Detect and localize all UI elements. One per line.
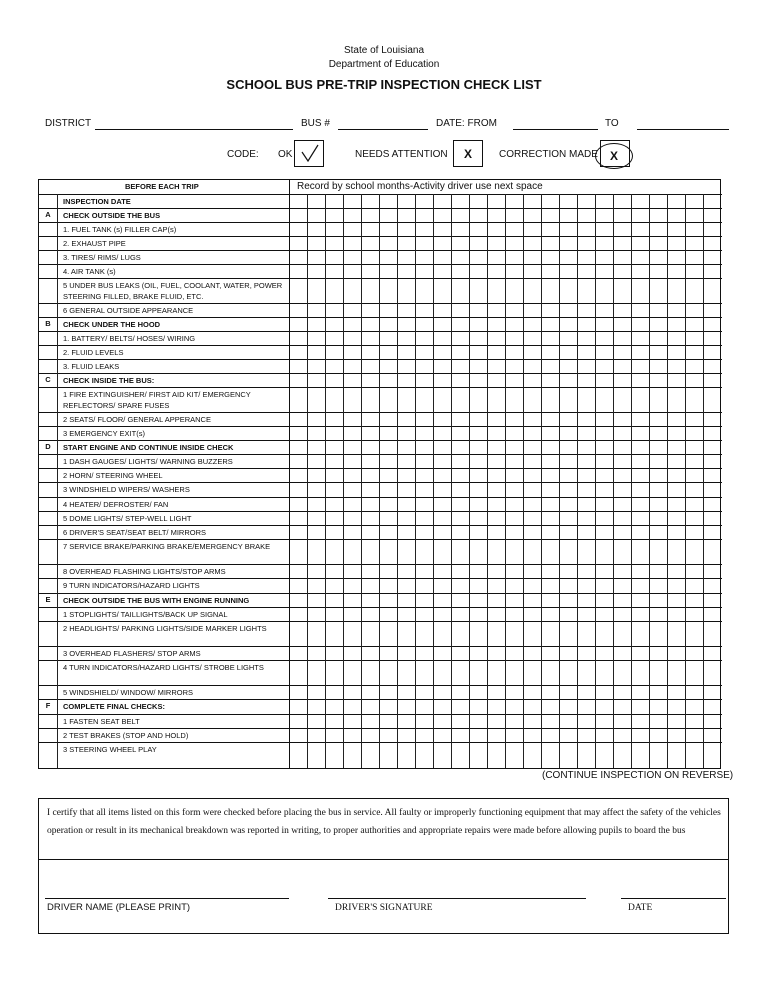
date-column-line — [397, 194, 398, 768]
date-column-line — [685, 194, 686, 768]
checklist-item: 1 STOPLIGHTS/ TAILLIGHTS/BACK UP SIGNAL — [63, 610, 228, 619]
checklist-item: 1 DASH GAUGES/ LIGHTS/ WARNING BUZZERS — [63, 457, 233, 466]
row-divider — [39, 660, 722, 661]
row-divider — [39, 646, 722, 647]
row-divider — [39, 194, 722, 195]
checklist-item: 4 TURN INDICATORS/HAZARD LIGHTS/ STROBE LIGHTS — [63, 663, 264, 672]
row-divider — [39, 468, 722, 469]
checklist-item: 3 EMERGENCY EXIT(s) — [63, 429, 145, 438]
district-label: DISTRICT — [45, 118, 92, 129]
row-divider — [39, 728, 722, 729]
table-header-record-note: Record by school months-Activity driver use next space — [297, 181, 543, 192]
date-column-line — [325, 194, 326, 768]
certification-box — [38, 798, 729, 934]
date-signature-line[interactable] — [621, 898, 726, 899]
row-divider — [39, 412, 722, 413]
correction-x-mark: X — [609, 149, 618, 163]
row-divider — [39, 525, 722, 526]
row-divider — [39, 621, 722, 622]
driver-signature-line[interactable] — [328, 898, 586, 899]
date-column-line — [415, 194, 416, 768]
checklist-item: 5 WINDSHIELD/ WINDOW/ MIRRORS — [63, 688, 194, 697]
date-column-line — [487, 194, 488, 768]
section-heading: COMPLETE FINAL CHECKS: — [63, 702, 165, 711]
date-column-line — [649, 194, 650, 768]
checkmark-icon — [295, 141, 323, 166]
date-column-line — [631, 194, 632, 768]
driver-name-line[interactable] — [45, 898, 289, 899]
checklist-item: 8 OVERHEAD FLASHING LIGHTS/STOP ARMS — [63, 567, 226, 576]
row-divider — [39, 564, 722, 565]
row-divider — [39, 607, 722, 608]
row-divider — [39, 699, 722, 700]
row-divider — [39, 345, 722, 346]
needs-attention-code-box — [453, 140, 483, 167]
checklist-item: 3 WINDSHIELD WIPERS/ WASHERS — [63, 485, 190, 494]
row-divider — [39, 578, 722, 579]
bus-number-field[interactable] — [338, 129, 428, 130]
code-label: CODE: — [227, 149, 259, 160]
section-letter: D — [45, 442, 51, 451]
checklist-item: 5 UNDER BUS LEAKS (OIL, FUEL, COOLANT, WATER, POWER STEERING FILLED, BRAKE FLUID, ETC. — [63, 281, 283, 301]
item-column-line — [289, 180, 290, 768]
section-letter: F — [45, 701, 51, 710]
date-column-line — [559, 194, 560, 768]
section-letter: C — [45, 375, 51, 384]
date-column-line — [451, 194, 452, 768]
section-heading: CHECK UNDER THE HOOD — [63, 320, 161, 329]
correction-made-label: CORRECTION MADE — [499, 149, 598, 160]
section-letter: E — [45, 595, 51, 604]
continue-note: (CONTINUE INSPECTION ON REVERSE) — [542, 770, 734, 781]
checklist-item: 1 FASTEN SEAT BELT — [63, 717, 140, 726]
date-column-line — [379, 194, 380, 768]
section-column-line — [57, 194, 58, 768]
checklist-item: 2 HEADLIGHTS/ PARKING LIGHTS/SIDE MARKER LIGHTS — [63, 624, 267, 633]
checklist-item: 5 DOME LIGHTS/ STEP-WELL LIGHT — [63, 514, 192, 523]
checklist-item: 3 OVERHEAD FLASHERS/ STOP ARMS — [63, 649, 201, 658]
checklist-item: 4 HEATER/ DEFROSTER/ FAN — [63, 500, 169, 509]
row-divider — [39, 331, 722, 332]
section-heading: INSPECTION DATE — [63, 197, 131, 206]
row-divider — [39, 264, 722, 265]
checklist-item: 2. EXHAUST PIPE — [63, 239, 126, 248]
date-column-line — [433, 194, 434, 768]
checklist-item: 9 TURN INDICATORS/HAZARD LIGHTS — [63, 581, 200, 590]
section-heading: CHECK INSIDE THE BUS: — [63, 376, 155, 385]
driver-name-label: DRIVER NAME (PLEASE PRINT) — [47, 902, 191, 913]
checklist-item: 1. FUEL TANK (s) FILLER CAP(s) — [63, 225, 177, 234]
section-letter: B — [45, 319, 51, 328]
date-column-line — [595, 194, 596, 768]
checklist-item: 2 TEST BRAKES (STOP AND HOLD) — [63, 731, 189, 740]
checklist-item: 2 HORN/ STEERING WHEEL — [63, 471, 163, 480]
row-divider — [39, 303, 722, 304]
date-column-line — [343, 194, 344, 768]
date-column-line — [613, 194, 614, 768]
date-from-label: DATE: FROM — [436, 118, 497, 129]
checklist-item: 3 STEERING WHEEL PLAY — [63, 745, 157, 754]
table-header-before-each-trip: BEFORE EACH TRIP — [125, 182, 199, 191]
row-divider — [39, 497, 722, 498]
state-heading: State of Louisiana — [343, 45, 425, 56]
checklist-item: 6 GENERAL OUTSIDE APPEARANCE — [63, 306, 194, 315]
checklist-item: 6 DRIVER'S SEAT/SEAT BELT/ MIRRORS — [63, 528, 206, 537]
date-from-field[interactable] — [513, 129, 598, 130]
certification-divider — [39, 859, 728, 860]
date-column-line — [505, 194, 506, 768]
row-divider — [39, 714, 722, 715]
checklist-item: 3. FLUID LEAKS — [63, 362, 120, 371]
row-divider — [39, 593, 722, 594]
row-divider — [39, 742, 722, 743]
district-field[interactable] — [95, 129, 293, 130]
certification-text: I certify that all items listed on this form were checked before placing the bus in service. All faulty or improperly functioning equipment that may affect the safety of the vehicles operation or result in its mechanical breakdown was reported in writing, to proper authorities and appropriate repairs were made before allowing pupils to board the bus — [47, 808, 721, 836]
checklist-item: 3. TIRES/ RIMS/ LUGS — [63, 253, 141, 262]
row-divider — [39, 208, 722, 209]
date-column-line — [523, 194, 524, 768]
date-to-field[interactable] — [637, 129, 729, 130]
checklist-item: 4. AIR TANK (s) — [63, 267, 116, 276]
row-divider — [39, 511, 722, 512]
needs-attention-label: NEEDS ATTENTION — [355, 149, 448, 160]
checklist-item: 2. FLUID LEVELS — [63, 348, 124, 357]
driver-signature-label: DRIVER'S SIGNATURE — [335, 903, 433, 913]
row-divider — [39, 359, 722, 360]
bus-label: BUS # — [301, 118, 330, 129]
checklist-item: 1. BATTERY/ BELTS/ HOSES/ WIRING — [63, 334, 196, 343]
date-column-line — [307, 194, 308, 768]
row-divider — [39, 426, 722, 427]
row-divider — [39, 278, 722, 279]
row-divider — [39, 373, 722, 374]
row-divider — [39, 236, 722, 237]
row-divider — [39, 482, 722, 483]
section-heading: START ENGINE AND CONTINUE INSIDE CHECK — [63, 443, 234, 452]
date-signature-label: DATE — [628, 903, 653, 913]
date-column-line — [703, 194, 704, 768]
row-divider — [39, 440, 722, 441]
checklist-item: 2 SEATS/ FLOOR/ GENERAL APPERANCE — [63, 415, 211, 424]
section-heading: CHECK OUTSIDE THE BUS WITH ENGINE RUNNING — [63, 596, 250, 605]
checklist-item: 1 FIRE EXTINGUISHER/ FIRST AID KIT/ EMERGENCY REFLECTORS/ SPARE FUSES — [63, 390, 251, 410]
date-column-line — [667, 194, 668, 768]
row-divider — [39, 222, 722, 223]
section-letter: A — [45, 210, 51, 219]
ok-label: OK — [278, 149, 293, 160]
row-divider — [39, 387, 722, 388]
row-divider — [39, 317, 722, 318]
date-column-line — [469, 194, 470, 768]
x-mark-icon: X — [463, 147, 472, 161]
row-divider — [39, 250, 722, 251]
section-heading: CHECK OUTSIDE THE BUS — [63, 211, 161, 220]
ok-code-box — [294, 140, 324, 167]
date-column-line — [361, 194, 362, 768]
checklist-item: 7 SERVICE BRAKE/PARKING BRAKE/EMERGENCY BRAKE — [63, 542, 271, 551]
page-title: SCHOOL BUS PRE-TRIP INSPECTION CHECK LIST — [226, 77, 542, 92]
date-to-label: TO — [605, 118, 619, 129]
row-divider — [39, 454, 722, 455]
date-column-line — [541, 194, 542, 768]
inspection-table — [38, 179, 721, 769]
row-divider — [39, 539, 722, 540]
row-divider — [39, 685, 722, 686]
date-column-line — [577, 194, 578, 768]
department-heading: Department of Education — [328, 59, 440, 70]
